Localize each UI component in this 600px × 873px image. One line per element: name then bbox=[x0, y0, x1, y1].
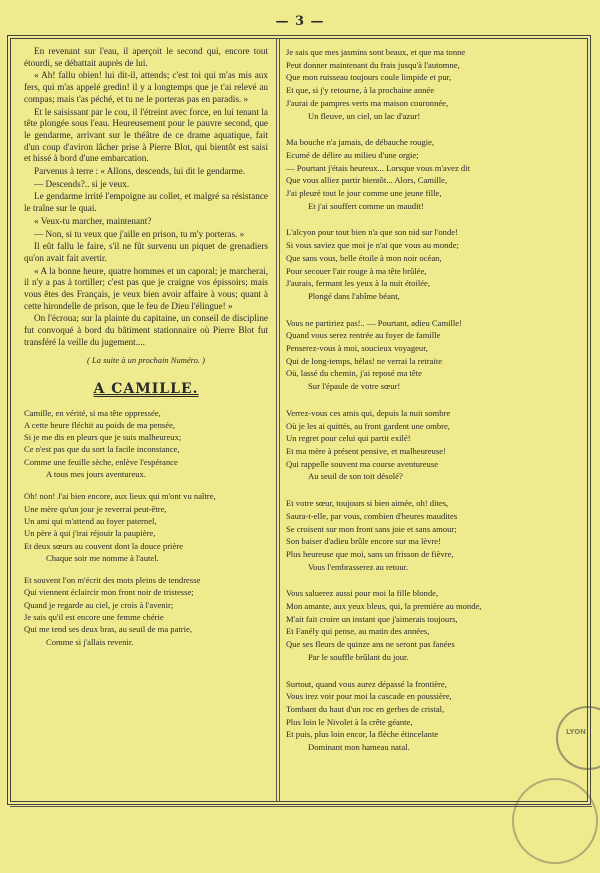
poem-line: Ecumé de délire au milieu d'une orgie; bbox=[286, 149, 419, 160]
poem-line: Et Fanély qui pense, au matin des années, bbox=[286, 626, 430, 637]
poem-line: Si je me dis en pleurs que je suis malheureux; bbox=[24, 432, 182, 443]
library-stamp-bottom bbox=[512, 778, 598, 864]
poem-line: Et puis, plus loin encor, la flèche étincelante bbox=[286, 729, 439, 740]
poem-line: Surtout, quand vous aurez dépassé la frontière, bbox=[286, 678, 447, 689]
poem-line: Tombant du haut d'un roc en gerbes de cristal, bbox=[286, 703, 445, 714]
poem-line: Mon amante, aux yeux bleus, qui, la première au monde, bbox=[286, 601, 482, 612]
prose-paragraph: « Ah! fallu obien! lui dit-il, attends; c'est toi qui m'as mis aux fers, qui m'as appelé gredin! il y a longtemps que je t'ai relevé au compas; mais t'as péché, et tu ne le porteras pas en paradis. » bbox=[24, 70, 268, 104]
poem-line: Je sais qu'il est encore une femme chérie bbox=[24, 612, 164, 623]
poem-line: Qui de long-temps, hélas! ne verrai la retraite bbox=[286, 355, 443, 366]
poem-stanza bbox=[286, 226, 572, 302]
poem-stanza bbox=[24, 490, 268, 564]
poem-line: Peut donner maintenant du frais jusqu'à l'automne, bbox=[286, 59, 460, 70]
poem-line: Ma bouche n'a jamais, de débauche rougie, bbox=[286, 137, 435, 148]
poem-stanza bbox=[24, 407, 268, 481]
poem-line: Comme une feuille sèche, enlève l'espérance bbox=[24, 456, 178, 467]
poem-line: A tous mes jours aventureux. bbox=[46, 469, 147, 480]
poem-stanza bbox=[286, 46, 572, 122]
prose-paragraph: « A la bonne heure, quatre hommes et un caporal; je marcherai, il n'y a pas à tortiller; c'est pas que je craigne vos épissoirs; mais vous êtes des Français, je veux bien avoir affaire à vous; quant à cette hirondelle de prison, que le feu de Dieu l'élingue! » bbox=[24, 265, 268, 311]
poem-line: Pour secouer l'air rouge à ma tête brûlée, bbox=[286, 265, 427, 276]
column-divider bbox=[276, 38, 280, 802]
poem-line: Que vous alliez partir bientôt... Alors, Camille, bbox=[286, 175, 448, 186]
poem-line: Que ses fleurs de quinze ans ne seront pas fanées bbox=[286, 639, 455, 650]
poem-line: Plus heureuse que moi, sans un frisson de fièvre, bbox=[286, 548, 454, 559]
poem-line: Chaque soir me nomme à l'autel. bbox=[46, 552, 159, 563]
continued-note: ( La suite à un prochain Numéro. ) bbox=[87, 354, 205, 365]
poem-line: Que mon ruisseau toujours coule limpide et pur, bbox=[286, 72, 452, 83]
poem-line: Qui viennent éclaircir mon front noir de tristesse; bbox=[24, 587, 194, 598]
poem-line: Sur l'épaule de votre sœur! bbox=[308, 381, 401, 392]
prose-paragraph: — Non, si tu veux que j'aille en prison, tu m'y porteras. » bbox=[34, 228, 245, 239]
poem-line: Et que, si j'y retourne, à la prochaine année bbox=[286, 85, 435, 96]
poem-line: Son baiser d'adieu brûle encore sur ma lèvre! bbox=[286, 536, 441, 547]
poem-line: Vous ne partiriez pas!.. — Pourtant, adieu Camille! bbox=[286, 317, 462, 328]
poem-line: M'ait fait croire un instant que j'aimerais toujours, bbox=[286, 613, 458, 624]
poem-line: Plus loin le Nivolet à la crête géante, bbox=[286, 716, 413, 727]
poem-line: Un ami qui m'attend au foyer paternel, bbox=[24, 515, 157, 526]
poem-line: J'ai pleuré tout le jour comme une jeune fille, bbox=[286, 188, 442, 199]
poem-stanza bbox=[286, 678, 572, 754]
poem-line: Vous irez voir pour moi la cascade en poussière, bbox=[286, 691, 452, 702]
poem-line: Et votre sœur, toujours si bien aimée, oh! dites, bbox=[286, 498, 449, 509]
prose-paragraph: Et le saisissant par le cou, il l'étreint avec force, en lui tenant la tête plongée sous l'eau. Heureusement pour le pauvre second, que le gendarme, arrivant sur le théâtre de ce drame aquatique, fait d'un coup d'aviron lâcher prise à Pierre Blot, qui bientôt est saisi et hissé à bord d'une embarcation. bbox=[24, 106, 268, 164]
prose-paragraph: En revenant sur l'eau, il aperçoit le second qui, encore tout étourdi, se débattait auprès de lui. bbox=[24, 46, 268, 68]
poem-line: Saura-t-elle, par vous, combien d'heures maudites bbox=[286, 510, 458, 521]
poem-line: Un père à qui j'irai réjouir la paupière, bbox=[24, 528, 156, 539]
poem-line: Et j'ai souffert comme un maudit! bbox=[308, 200, 424, 211]
poem-line: Se croisent sur mon front sans joie et sans amour; bbox=[286, 523, 457, 534]
poem-line: Ce n'est pas que du sort la facile inconstance, bbox=[24, 444, 180, 455]
poem-line: Un regret pour celui qui partit exilé! bbox=[286, 433, 411, 444]
poem-line: Camille, en vérité, si ma tête oppressée, bbox=[24, 407, 161, 418]
prose-paragraph: — Descends?.. si je veux. bbox=[34, 178, 130, 189]
poem-line: J'aurai de pampres verts ma maison couronnée, bbox=[286, 97, 449, 108]
poem-line: L'alcyon pour tout bien n'a que son nid sur l'onde! bbox=[286, 227, 458, 238]
poem-line: J'aurais, fermant les yeux à la nuit étoilée, bbox=[286, 278, 431, 289]
right-column bbox=[286, 46, 572, 768]
poem-stanza bbox=[286, 497, 572, 573]
poem-line: Si vous saviez que moi je n'ai que vous au monde; bbox=[286, 240, 459, 251]
bottom-rule bbox=[10, 806, 592, 807]
poem-line: — Pourtant j'étais heureux... Lorsque vous m'avez dit bbox=[286, 162, 471, 173]
poem-stanza bbox=[286, 317, 572, 393]
poem-line: Et ma mère à présent pensive, et malheureuse! bbox=[286, 445, 446, 456]
poem-right bbox=[286, 46, 572, 754]
poem-line: Que sans vous, belle étoile à mon noir océan, bbox=[286, 252, 442, 263]
poem-line: Où je les ai quittés, au front gardent une ombre, bbox=[286, 420, 450, 431]
poem-line: Je sais que mes jasmins sont beaux, et que ma tonne bbox=[286, 47, 466, 57]
poem-line: A cette heure fléchit au poids de ma pensée, bbox=[24, 419, 176, 430]
prose-paragraph: Parvenus à terre : « Allons, descends, lui dit le gendarme. bbox=[34, 166, 246, 177]
left-column bbox=[24, 46, 268, 658]
prose-paragraph: Le gendarme irrité l'empoigne au collet, et malgré sa résistance le traîne sur le quai. bbox=[24, 191, 268, 214]
poem-line: Une mère qu'un jour je reverrai peut-être, bbox=[24, 503, 167, 514]
poem-line: Vous l'embrasserez au retour. bbox=[308, 561, 409, 572]
poem-left bbox=[24, 407, 268, 648]
poem-line: Qui me tend ses deux bras, au seuil de ma patrie, bbox=[24, 624, 193, 635]
prose-paragraph: On l'écroua; sur la plainte du capitaine, un conseil de discipline fut convoqué à bord du bâtiment stationnaire où Pierre Blot fut transféré la veille du jugement.... bbox=[24, 313, 268, 347]
poem-line: Par le souffle brûlant du jour. bbox=[308, 651, 409, 662]
story-continuation bbox=[24, 46, 268, 349]
poem-stanza bbox=[286, 407, 572, 483]
poem-line: Un fleuve, un ciel, un lac d'azur! bbox=[308, 110, 421, 121]
poem-stanza bbox=[24, 574, 268, 648]
poem-line: Où, lassé du chemin, j'ai reposé ma tête bbox=[286, 368, 422, 379]
poem-line: Et souvent l'on m'écrit des mots pleins de tendresse bbox=[24, 575, 201, 586]
poem-line: Qui rappelle souvent ma course aventureuse bbox=[286, 458, 439, 469]
prose-paragraph: Il eût fallu le faire, s'il ne fût survenu un piquet de grenadiers qu'on avait fait avertir. bbox=[24, 241, 268, 263]
page-number: — 3 — bbox=[275, 14, 325, 29]
poem-line: Verrez-vous ces amis qui, depuis la nuit sombre bbox=[286, 407, 451, 418]
poem-line: Au seuil de son toit désolé? bbox=[308, 471, 403, 482]
poem-line: Dominant mon hameau natal. bbox=[308, 742, 410, 753]
poem-stanza bbox=[286, 587, 572, 663]
poem-line: Oh! non! J'ai bien encore, aux lieux qui m'ont vu naître, bbox=[24, 491, 216, 502]
poem-title: A CAMILLE. bbox=[93, 380, 199, 397]
prose-paragraph: « Veux-tu marcher, maintenant? bbox=[34, 215, 152, 226]
poem-line: Quand je regarde au ciel, je crois à l'avenir; bbox=[24, 599, 174, 610]
poem-line: Comme si j'allais revenir. bbox=[46, 636, 134, 647]
poem-line: Penserez-vous à moi, soucieux voyageur, bbox=[286, 343, 428, 354]
poem-line: Quand vous serez rentrée au foyer de famille bbox=[286, 330, 441, 341]
poem-line: Vous saluerez aussi pour moi la fille blonde, bbox=[286, 588, 439, 599]
poem-stanza bbox=[286, 136, 572, 212]
stamp-lettering: LYON bbox=[566, 728, 586, 736]
poem-line: Plongé dans l'abîme béant, bbox=[308, 290, 400, 301]
poem-line: Et deux sœurs au couvent dont la douce prière bbox=[24, 540, 183, 551]
